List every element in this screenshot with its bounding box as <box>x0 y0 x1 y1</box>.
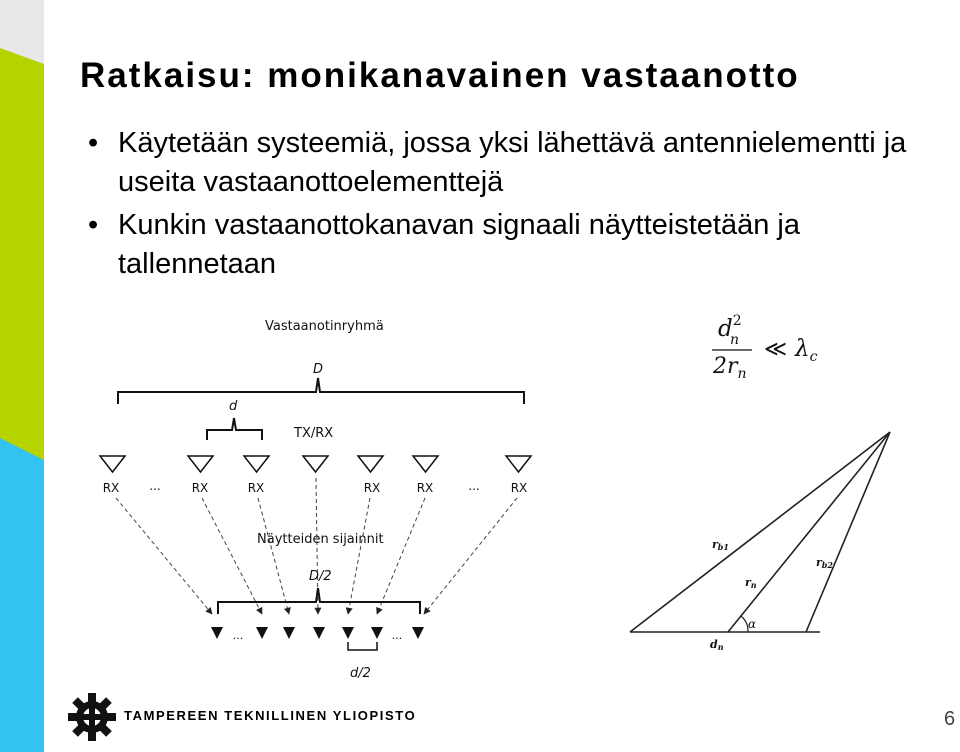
formula-num-sub: n <box>730 332 740 348</box>
formula-den-sub: n <box>737 366 747 382</box>
formula-rhs-sub: c <box>809 349 818 365</box>
group-label: Vastaanotinryhmä <box>265 319 384 334</box>
element-label: ... <box>468 479 480 493</box>
half-spacing-label: d/2 <box>350 666 371 681</box>
slide-title: Ratkaisu: monikanavainen vastaanotto <box>80 56 800 95</box>
bullet-item: • Käytetään systeemiä, jossa yksi lähettävä antennielementti ja useita vastaanottoelementtejä <box>88 124 948 202</box>
label-rb1: r <box>712 538 718 551</box>
half-aperture-label: D/2 <box>309 569 332 584</box>
bullet-item: • Kunkin vastaanottokanavan signaali näytteistetään ja tallennetaan <box>88 206 948 284</box>
element-label: RX <box>247 481 265 495</box>
label-rb2-sub: b2 <box>821 560 833 570</box>
university-name: TAMPEREEN TEKNILLINEN YLIOPISTO <box>124 708 417 723</box>
label-dn: d <box>710 638 718 651</box>
sample-label: Näytteiden sijainnit <box>257 532 384 547</box>
element-label: RX <box>416 481 434 495</box>
label-rn-sub: n <box>750 580 757 590</box>
txrx-label: TX/RX <box>294 426 334 441</box>
spacing-label: d <box>229 399 238 414</box>
label-alpha: α <box>748 617 757 631</box>
element-label: RX <box>191 481 209 495</box>
formula-numerator: d <box>718 316 733 342</box>
element-label: RX <box>363 481 381 495</box>
label-dn-sub: n <box>717 642 724 652</box>
label-rn: r <box>745 576 751 589</box>
element-label: ... <box>149 479 161 493</box>
sample-ellipsis: ... <box>391 629 403 642</box>
formula-denominator: 2r <box>713 354 738 379</box>
label-rb2: r <box>816 556 822 569</box>
formula-num-sup: 2 <box>732 313 742 329</box>
page-number: 6 <box>944 708 956 730</box>
sample-ellipsis: ... <box>232 629 244 642</box>
element-label: RX <box>102 481 120 495</box>
element-label: RX <box>510 481 528 495</box>
formula-rhs: λ <box>795 336 810 362</box>
label-rb1-sub: b1 <box>717 542 729 552</box>
aperture-label: D <box>313 362 324 377</box>
formula-relation: ≪ <box>764 337 788 362</box>
